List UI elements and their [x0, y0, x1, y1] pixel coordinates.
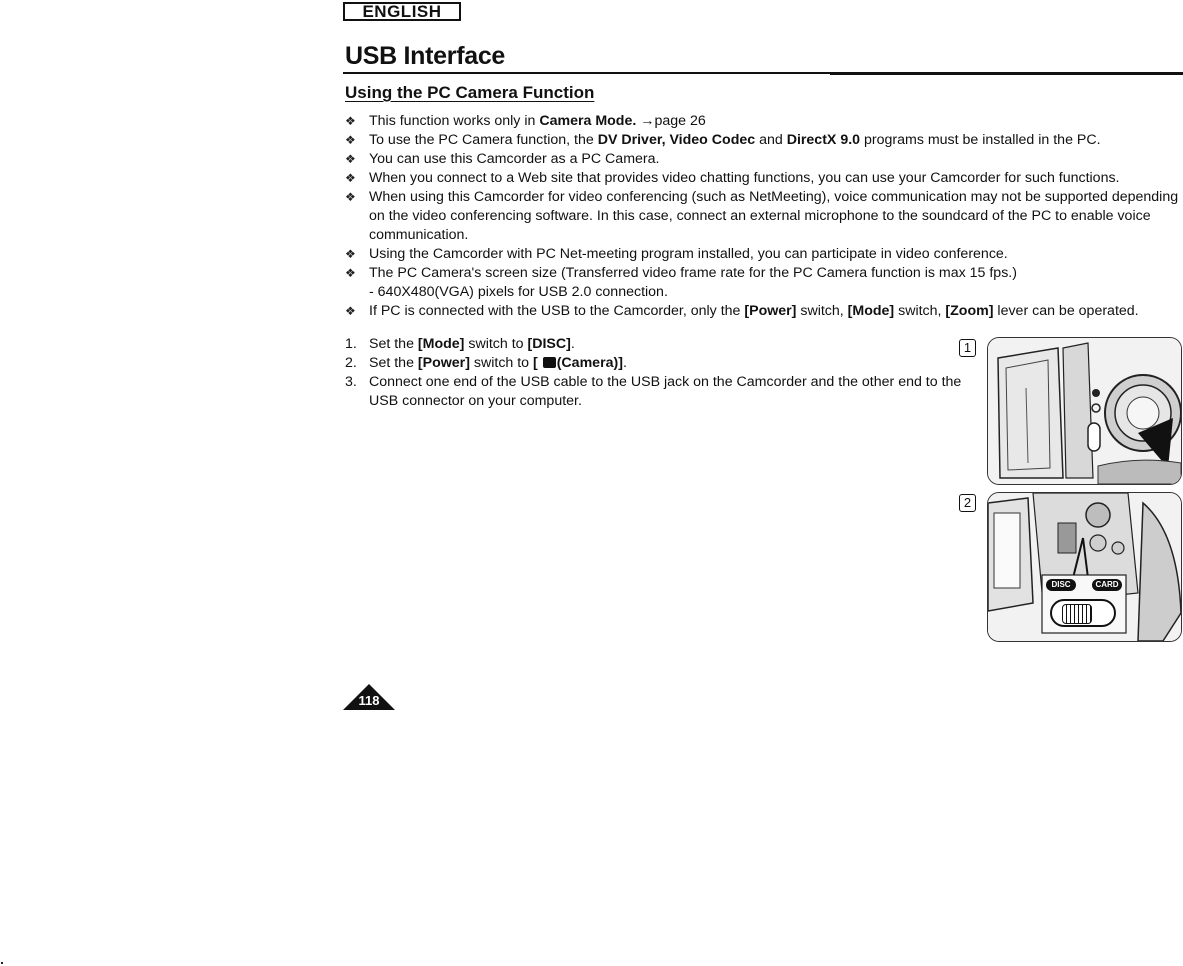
- note-text: The PC Camera's screen size (Transferred video frame rate for the PC Camera function is max 15 fps.): [369, 265, 1017, 281]
- disc-label: DISC: [1046, 579, 1076, 591]
- note-bold: Camera Mode.: [539, 113, 637, 129]
- note-item: [345, 264, 1183, 283]
- title-rule-thick: [830, 72, 1183, 75]
- note-text: - 640X480(VGA) pixels for USB 2.0 connection.: [369, 284, 668, 300]
- step-text: Set the: [369, 336, 418, 352]
- note-text: This function works only in: [369, 113, 540, 129]
- note-item: [345, 302, 1183, 321]
- bullet-diamond-icon: ❖: [345, 190, 356, 204]
- camcorder-illustration-1: [988, 338, 1181, 484]
- note-text: You can use this Camcorder as a PC Camera.: [369, 151, 660, 167]
- bullet-diamond-icon: ❖: [345, 152, 356, 166]
- note-text: If PC is connected with the USB to the Camcorder, only the: [369, 303, 745, 319]
- bullet-diamond-icon: ❖: [345, 171, 356, 185]
- bullet-diamond-icon: ❖: [345, 304, 356, 318]
- figure-1-camcorder-mode-dial: [987, 337, 1182, 485]
- language-label: ENGLISH: [343, 2, 461, 21]
- note-text: Using the Camcorder with PC Net-meeting program installed, you can participate in video conference.: [369, 246, 1008, 262]
- note-bold: DV Driver, Video Codec: [597, 132, 756, 148]
- card-label: CARD: [1092, 579, 1122, 591]
- note-text: and: [755, 132, 787, 148]
- step-bold: [: [533, 355, 538, 371]
- step-number: 2.: [345, 355, 357, 371]
- note-item: [345, 188, 1183, 245]
- section-title: Using the PC Camera Function: [345, 83, 595, 102]
- notes-list: [345, 112, 1183, 321]
- note-subitem: [345, 283, 1183, 302]
- step-bold: [DISC]: [527, 336, 571, 352]
- step-text: Set the: [369, 355, 418, 371]
- steps-list: [345, 335, 975, 411]
- page-title: USB Interface: [345, 42, 506, 70]
- step-bold: (Camera)]: [556, 355, 623, 371]
- step-bold: [Power]: [417, 355, 470, 371]
- bullet-diamond-icon: ❖: [345, 247, 356, 261]
- camera-mode-icon: [543, 357, 556, 368]
- mode-switch-slider: [1062, 604, 1092, 624]
- note-item: [345, 150, 1183, 169]
- note-item: [345, 169, 1183, 188]
- note-bold: DirectX 9.0: [786, 132, 861, 148]
- step-item: [345, 373, 975, 411]
- step-text: switch to: [469, 355, 534, 371]
- figure-2-label: 2: [959, 494, 976, 512]
- page-number-text: 118: [358, 693, 380, 708]
- note-item: [345, 245, 1183, 264]
- note-text: When using this Camcorder for video conferencing (such as NetMeeting), voice communication may not be supported depending on the video conferencing software. In this case, connect an external microphone to the soundcard of the PC to enable voice communication.: [369, 189, 1179, 243]
- page-reference: →page 26: [636, 113, 706, 129]
- figure-1-label: 1: [959, 339, 976, 357]
- step-item: [345, 354, 975, 373]
- step-text: .: [622, 355, 627, 371]
- step-number: 3.: [345, 374, 357, 390]
- figure-2-camcorder-mode-switch: [987, 492, 1182, 642]
- bullet-diamond-icon: ❖: [345, 133, 356, 147]
- page-number: [343, 684, 395, 710]
- step-text: switch to: [464, 336, 528, 352]
- mode-switch: [1050, 599, 1116, 627]
- note-text: switch,: [894, 303, 946, 319]
- note-text: programs must be installed in the PC.: [860, 132, 1101, 148]
- note-text: When you connect to a Web site that provides video chatting functions, you can use your Camcorder for such functions.: [369, 170, 1120, 186]
- note-text: lever can be operated.: [993, 303, 1139, 319]
- step-text: Connect one end of the USB cable to the USB jack on the Camcorder and the other end to the USB connector on your computer.: [369, 374, 962, 409]
- step-number: 1.: [345, 336, 357, 352]
- note-bold: [Mode]: [847, 303, 895, 319]
- note-text: switch,: [796, 303, 848, 319]
- note-bold: [Zoom]: [945, 303, 994, 319]
- note-item: [345, 131, 1183, 150]
- note-text: To use the PC Camera function, the: [369, 132, 598, 148]
- note-bold: [Power]: [744, 303, 797, 319]
- bullet-diamond-icon: ❖: [345, 114, 356, 128]
- step-bold: [Mode]: [417, 336, 465, 352]
- step-text: .: [570, 336, 575, 352]
- note-item: [345, 112, 1183, 131]
- corner-mark: [1, 962, 3, 964]
- bullet-diamond-icon: ❖: [345, 266, 356, 280]
- step-item: [345, 335, 975, 354]
